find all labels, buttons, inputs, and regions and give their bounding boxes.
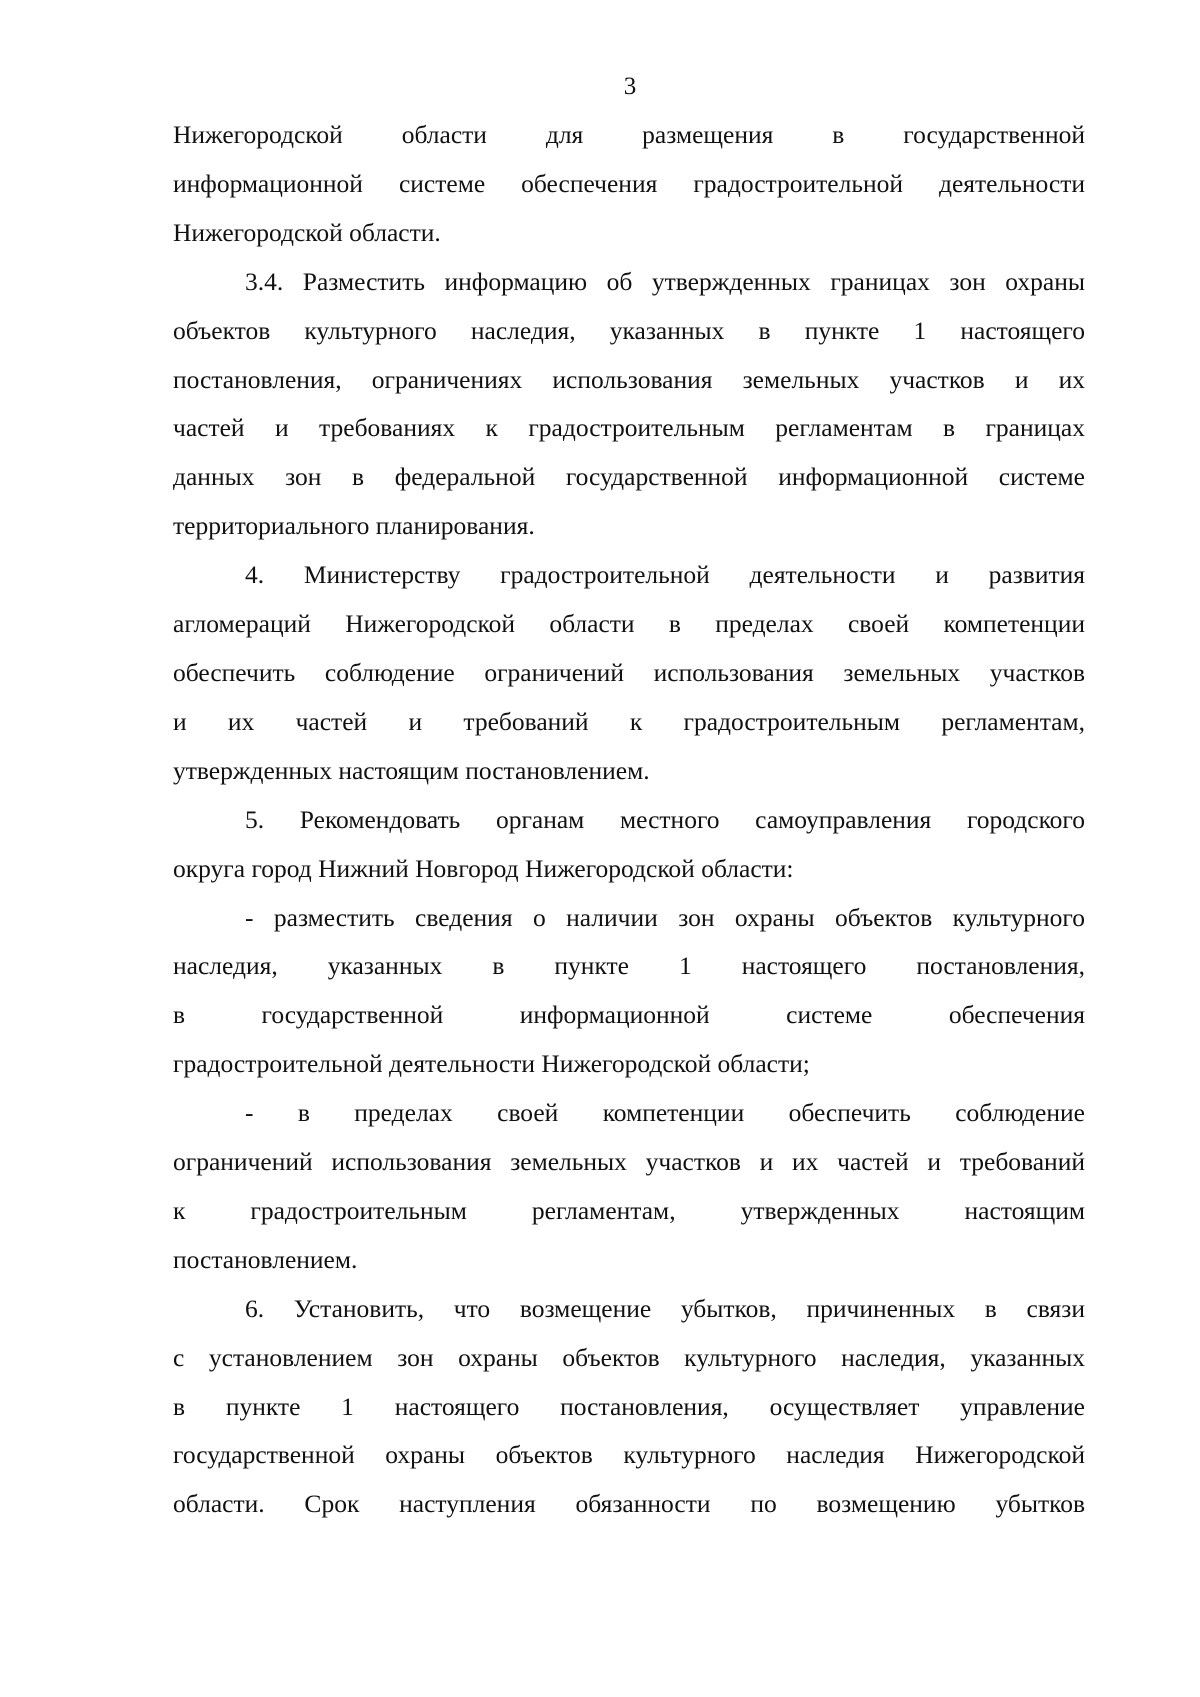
list-item-dash-1 xyxy=(173,894,1085,1090)
text-line: 5. Рекомендовать органам местного самоуправления городского xyxy=(245,804,1085,834)
text-line: утвержденных настоящим постановлением. xyxy=(173,755,650,785)
text-line: и их частей и требований к градостроительным регламентам, xyxy=(173,706,1085,736)
paragraph-6 xyxy=(173,1285,1085,1530)
paragraph-5 xyxy=(173,796,1085,894)
text-line: 4. Министерству градостроительной деятельности и развития xyxy=(245,560,1085,590)
text-line: в пункте 1 настоящего постановления, осуществляет управление xyxy=(173,1391,1085,1421)
text-line: округа город Нижний Новгород Нижегородской области: xyxy=(173,853,794,883)
text-line: территориального планирования. xyxy=(173,511,535,541)
text-line: к градостроительным регламентам, утвержденных настоящим xyxy=(173,1195,1085,1225)
text-line: 3.4. Разместить информацию об утвержденных границах зон охраны xyxy=(245,266,1085,296)
text-line: постановления, ограничениях использования земельных участков и их xyxy=(173,364,1085,394)
text-line: Нижегородской области. xyxy=(173,217,441,247)
text-line: градостроительной деятельности Нижегородской области; xyxy=(173,1049,810,1079)
text-line: с установлением зон охраны объектов культурного наследия, указанных xyxy=(173,1342,1085,1372)
text-line: государственной охраны объектов культурного наследия Нижегородской xyxy=(173,1440,1085,1470)
text-line: наследия, указанных в пункте 1 настоящего постановления, xyxy=(173,951,1085,981)
text-line: в государственной информационной системе обеспечения xyxy=(173,1000,1085,1030)
text-line: объектов культурного наследия, указанных в пункте 1 настоящего xyxy=(173,315,1085,345)
list-item-dash-2 xyxy=(173,1089,1085,1285)
text-line: агломераций Нижегородской области в пределах своей компетенции xyxy=(173,609,1085,639)
text-line: области. Срок наступления обязанности по возмещению убытков xyxy=(173,1489,1085,1519)
text-line: частей и требованиях к градостроительным регламентам в границах xyxy=(173,413,1085,443)
paragraph-3-4 xyxy=(173,258,1085,551)
text-line: ограничений использования земельных участков и их частей и требований xyxy=(173,1147,1085,1177)
text-line: информационной системе обеспечения градостроительной деятельности xyxy=(173,168,1085,198)
text-line: 6. Установить, что возмещение убытков, причиненных в связи xyxy=(245,1293,1085,1323)
text-line: - разместить сведения о наличии зон охраны объектов культурного xyxy=(245,902,1085,932)
text-line: данных зон в федеральной государственной информационной системе xyxy=(173,462,1085,492)
text-line: постановлением. xyxy=(173,1244,358,1274)
document-body xyxy=(173,111,1085,1529)
text-line: - в пределах своей компетенции обеспечить соблюдение xyxy=(245,1098,1085,1128)
paragraph-continuation xyxy=(173,111,1085,258)
text-line: обеспечить соблюдение ограничений использования земельных участков xyxy=(173,657,1085,687)
text-line: Нижегородской области для размещения в государственной xyxy=(173,120,1085,149)
page-number: 3 xyxy=(623,73,637,100)
paragraph-4 xyxy=(173,551,1085,796)
